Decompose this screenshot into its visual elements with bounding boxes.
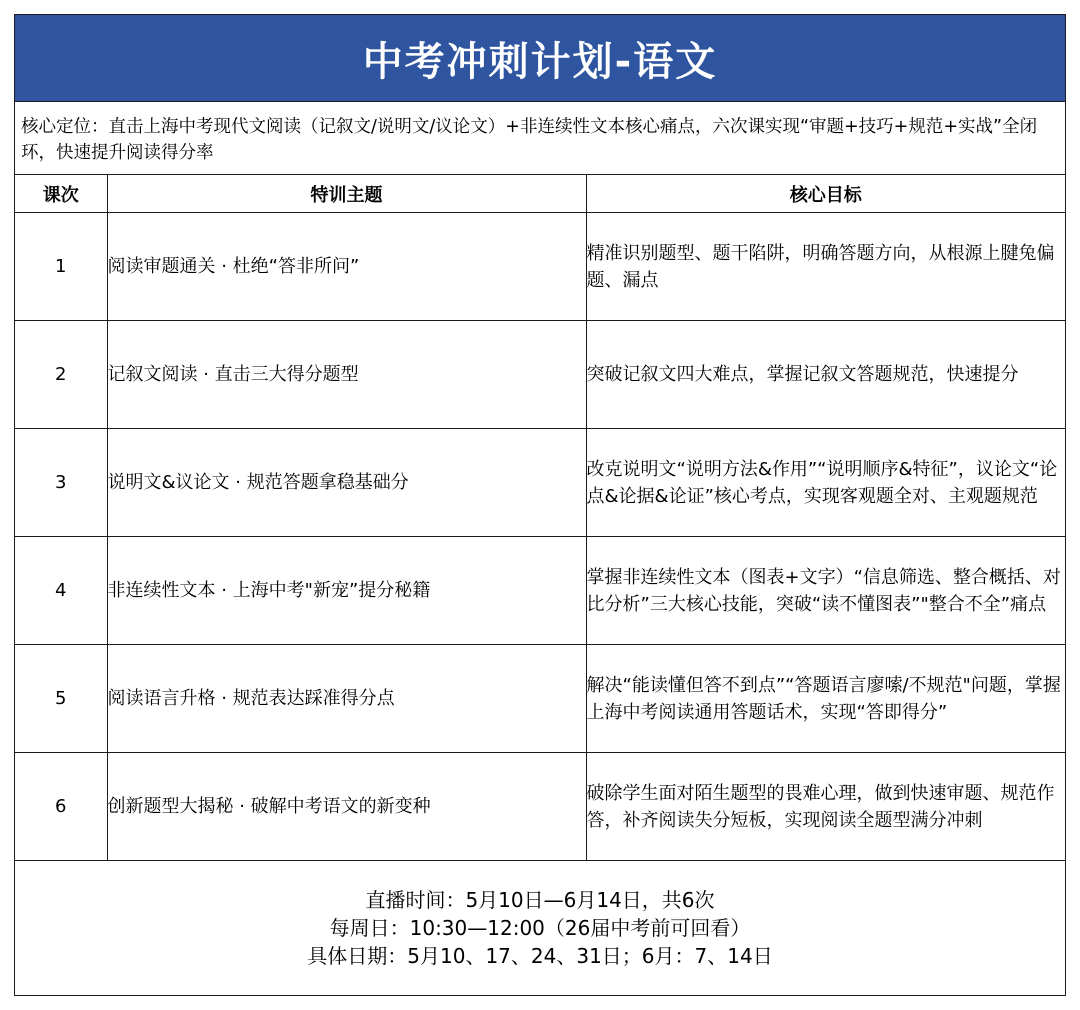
training-topic: 非连续性文本 · 上海中考"新宠”提分秘籍 bbox=[107, 537, 586, 645]
table-header-row bbox=[15, 175, 1065, 213]
lesson-number: 4 bbox=[15, 537, 107, 645]
schedule-footer bbox=[15, 861, 1065, 989]
core-goal: 掌握非连续性文本（图表+文字）“信息筛选、整合概括、对比分析”三大核心技能，突破“读不懂图表”"整合不全”痛点 bbox=[586, 537, 1065, 645]
core-positioning-text: 核心定位：直击上海中考现代文阅读（记叙文/说明文/议论文）+非连续性文本核心痛点，六次课实现“审题+技巧+规范+实战”全闭环，快速提升阅读得分率 bbox=[15, 102, 1065, 175]
core-goal: 精准识别题型、题干陷阱，明确答题方向，从根源上腱兔偏题、漏点 bbox=[586, 213, 1065, 321]
training-topic: 阅读语言升格 · 规范表达踩准得分点 bbox=[107, 645, 586, 753]
lesson-number: 6 bbox=[15, 753, 107, 861]
specific-dates: 具体日期：5月10、17、24、31日；6月：7、14日 bbox=[307, 944, 773, 968]
training-topic: 记叙文阅读 · 直击三大得分题型 bbox=[107, 321, 586, 429]
core-goal: 解决“能读懂但答不到点”“答题语言廖嗦/不规范"问题，掌握上海中考阅读通用答题话术，实现“答即得分” bbox=[586, 645, 1065, 753]
table-row bbox=[15, 321, 1065, 429]
lesson-number: 2 bbox=[15, 321, 107, 429]
table-row bbox=[15, 429, 1065, 537]
course-table bbox=[15, 175, 1065, 861]
training-topic: 创新题型大揭秘 · 破解中考语文的新变种 bbox=[107, 753, 586, 861]
lesson-number: 1 bbox=[15, 213, 107, 321]
core-goal: 改克说明文“说明方法&作用”“说明顺序&特征”，议论文“论点&论据&论证”核心考点，实现客观题全对、主观题规范 bbox=[586, 429, 1065, 537]
page-title: 中考冲刺计划-语文 bbox=[362, 38, 718, 85]
table-row bbox=[15, 537, 1065, 645]
table-row bbox=[15, 753, 1065, 861]
header-training-topic: 特训主题 bbox=[107, 175, 586, 213]
broadcast-period: 直播时间：5月10日—6月14日，共6次 bbox=[365, 888, 715, 912]
weekly-time: 每周日：10:30—12:00（26届中考前可回看） bbox=[329, 916, 751, 940]
title-banner bbox=[15, 15, 1065, 102]
header-lesson-number: 课次 bbox=[15, 175, 107, 213]
core-goal: 突破记叙文四大难点，掌握记叙文答题规范，快速提分 bbox=[586, 321, 1065, 429]
plan-sheet bbox=[14, 14, 1066, 996]
lesson-number: 3 bbox=[15, 429, 107, 537]
header-core-goal: 核心目标 bbox=[586, 175, 1065, 213]
table-row bbox=[15, 645, 1065, 753]
training-topic: 说明文&议论文 · 规范答题拿稳基础分 bbox=[107, 429, 586, 537]
lesson-number: 5 bbox=[15, 645, 107, 753]
training-topic: 阅读审题通关 · 杜绝“答非所问” bbox=[107, 213, 586, 321]
table-row bbox=[15, 213, 1065, 321]
core-goal: 破除学生面对陌生题型的畏难心理，做到快速审题、规范作答，补齐阅读失分短板，实现阅读全题型满分冲刺 bbox=[586, 753, 1065, 861]
